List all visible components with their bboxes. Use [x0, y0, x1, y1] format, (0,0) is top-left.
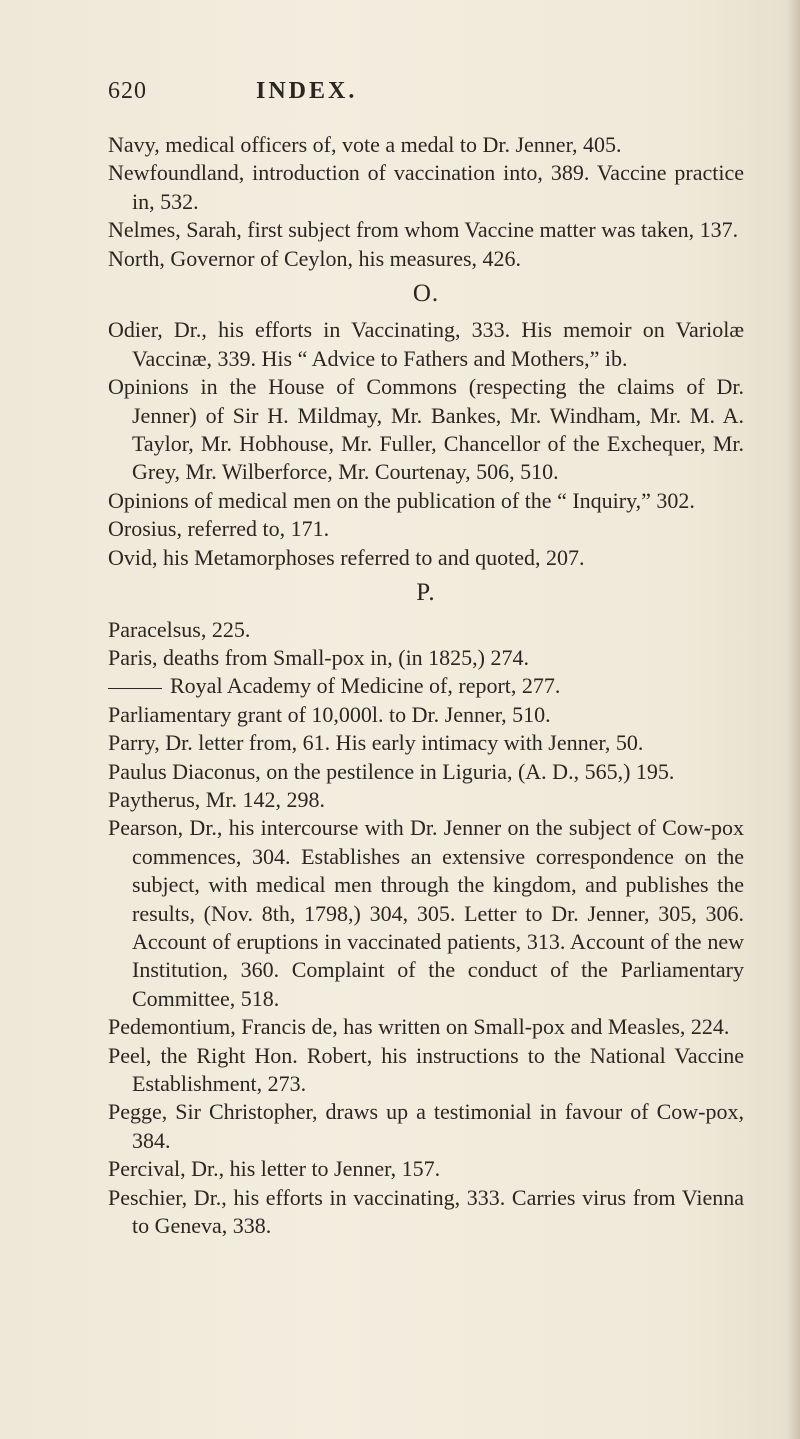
index-entry-north: North, Governor of Ceylon, his measures, 426.: [108, 245, 522, 271]
index-entry-parry: Parry, Dr. letter from, 61. His early intimacy with Jenner, 50.: [108, 730, 644, 756]
running-head: INDEX.: [256, 78, 358, 104]
page-number: 620: [108, 78, 147, 104]
index-entry-newfoundland: Newfoundland, introduction of vaccination into, 389. Vaccine practice in, 532.: [108, 160, 744, 214]
index-entry-odier: Odier, Dr., his efforts in Vaccinating, 333. His memoir on Variolæ Vaccinæ, 339. His “ Advice to Fathers and Mothers,” ib.: [108, 317, 744, 371]
index-entry-percival: Percival, Dr., his letter to Jenner, 157.: [108, 1156, 441, 1182]
index-entry-peschier: Peschier, Dr., his efforts in vaccinating, 333. Carries virus from Vienna to Geneva, 338.: [108, 1184, 744, 1239]
index-entry-paulus-diaconus: Paulus Diaconus, on the pestilence in Liguria, (A. D., 565,) 195.: [108, 758, 675, 784]
index-subentry-royal-academy: [108, 672, 744, 700]
section-heading-p: P.: [416, 579, 436, 607]
index-entry-pegge: Pegge, Sir Christopher, draws up a testimonial in favour of Cow-pox, 384.: [108, 1099, 744, 1153]
index-entry-ovid: Ovid, his Metamorphoses referred to and quoted, 207.: [108, 544, 585, 570]
section-heading-o: O.: [412, 280, 440, 308]
index-entry-peel: Peel, the Right Hon. Robert, his instructions to the National Vaccine Establishment, 273.: [108, 1042, 744, 1096]
ditto-dash: [108, 688, 162, 689]
index-entry-paracelsus: Paracelsus, 225.: [108, 616, 251, 642]
index-entry-pearson: Pearson, Dr., his intercourse with Dr. Jenner on the subject of Cow-pox commences, 304. Establishes an extensive correspondence on the subject, with medical men through the kingdom, and publishes the results, (Nov. 8th, 1798,) 304, 305. Letter to Dr. Jenner, 305, 306. Account of eruptions in vaccinated patients, 313. Account of the new Institution, 360. Complaint of the conduct of the Parliamentary Committee, 518.: [108, 815, 744, 1011]
index-entry-navy: Navy, medical officers of, vote a medal to Dr. Jenner, 405.: [108, 132, 622, 157]
index-entry-opinions-medical: Opinions of medical men on the publication of the “ Inquiry,” 302.: [108, 487, 695, 513]
page-edge-shadow: [786, 0, 800, 1439]
index-entry-paris: Paris, deaths from Small-pox in, (in 1825,) 274.: [108, 644, 530, 670]
index-entry-parliamentary-grant: Parliamentary grant of 10,000l. to Dr. Jenner, 510.: [108, 701, 551, 727]
subentry-text: Royal Academy of Medicine of, report, 277.: [170, 673, 561, 699]
index-entry-orosius: Orosius, referred to, 171.: [108, 516, 330, 542]
index-entry-paytherus: Paytherus, Mr. 142, 298.: [108, 786, 325, 812]
index-entry-pedemontium: Pedemontium, Francis de, has written on Small-pox and Measles, 224.: [108, 1014, 730, 1040]
index-content: [108, 131, 744, 1240]
page-header: [108, 78, 748, 114]
index-entry-opinions-commons: Opinions in the House of Commons (respecting the claims of Dr. Jenner) of Sir H. Mildmay, Mr. Bankes, Mr. Windham, Mr. M. A. Taylor, Mr. Hobhouse, Mr. Fuller, Chancellor of the Exchequer, Mr. Grey, Mr. Wilberforce, Mr. Courtenay, 506, 510.: [108, 374, 744, 485]
index-entry-nelmes: Nelmes, Sarah, first subject from whom Vaccine matter was taken, 137.: [108, 217, 739, 243]
